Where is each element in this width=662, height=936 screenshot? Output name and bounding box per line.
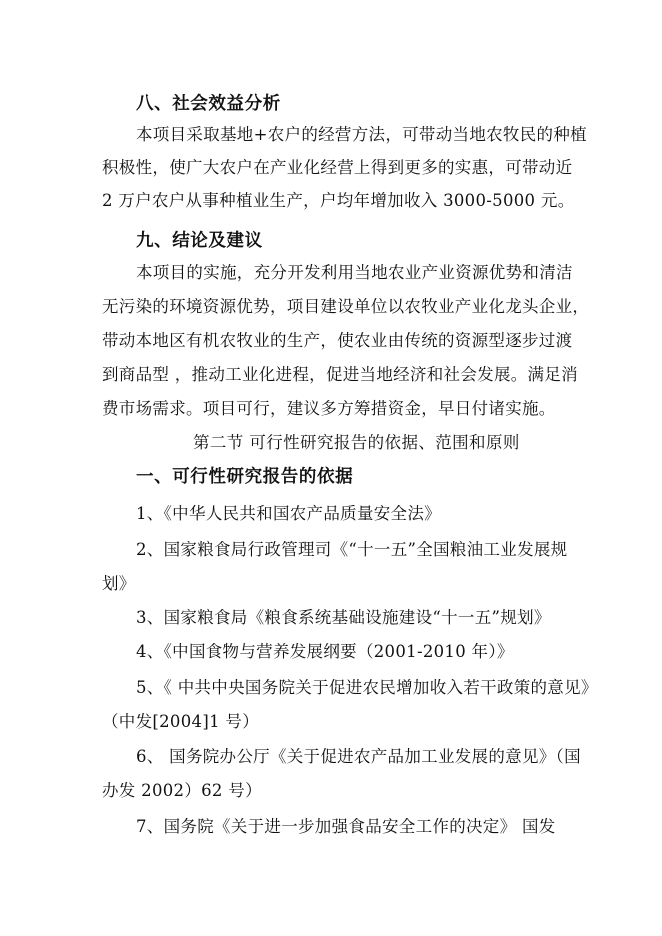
reference-item-continuation: （中发[2004]1 号） xyxy=(102,712,260,731)
reference-item: 1、《中华人民共和国农产品质量安全法》 xyxy=(136,504,441,523)
reference-item-continuation: 划》 xyxy=(102,574,136,593)
paragraph-line: 到商品型 ，推动工业化进程，促进当地经济和社会发展。满足消 xyxy=(102,365,578,384)
section-heading-social-benefit: 八、社会效益分析 xyxy=(136,94,281,114)
paragraph-line: 带动本地区有机农牧业的生产，使农业由传统的资源型逐步过渡 xyxy=(102,331,573,350)
reference-item: 6、 国务院办公厅《关于促进农产品加工业发展的意见》（国 xyxy=(136,747,581,766)
reference-item: 4、《中国食物与营养发展纲要（2001-2010 年）》 xyxy=(136,642,514,661)
paragraph-line: 本项目采取基地+农户的经营方法，可带动当地农牧民的种植 xyxy=(136,125,587,144)
sub-heading: 一、可行性研究报告的依据 xyxy=(136,467,354,487)
section-title: 第二节 可行性研究报告的依据、范围和原则 xyxy=(193,433,520,452)
reference-item: 7、国务院《关于进一步加强食品安全工作的决定》 国发 xyxy=(136,817,556,836)
paragraph-line: 无污染的环境资源优势，项目建设单位以农牧业产业化龙头企业， xyxy=(102,297,590,316)
reference-item: 3、国家粮食局《粮食系统基础设施建设“十一五”规划》 xyxy=(136,608,551,627)
section-heading-conclusion: 九、结论及建议 xyxy=(136,231,263,251)
reference-item: 5、《 中共中央国务院关于促进农民增加收入若干政策的意见》 xyxy=(136,678,598,697)
reference-item: 2、国家粮食局行政管理司《“十一五”全国粮油工业发展规 xyxy=(136,540,568,559)
paragraph-line: 费市场需求。项目可行，建议多方筹措资金，早日付诸实施。 xyxy=(102,399,556,418)
paragraph-line: 积极性，使广大农户在产业化经营上得到更多的实惠，可带动近 xyxy=(102,158,573,177)
reference-item-continuation: 办发 2002）62 号） xyxy=(102,781,262,800)
paragraph-line: 本项目的实施，充分开发利用当地农业产业资源优势和清洁 xyxy=(136,263,573,282)
paragraph-line: 2 万户农户从事种植业生产，户均年增加收入 3000-5000 元。 xyxy=(102,191,575,210)
